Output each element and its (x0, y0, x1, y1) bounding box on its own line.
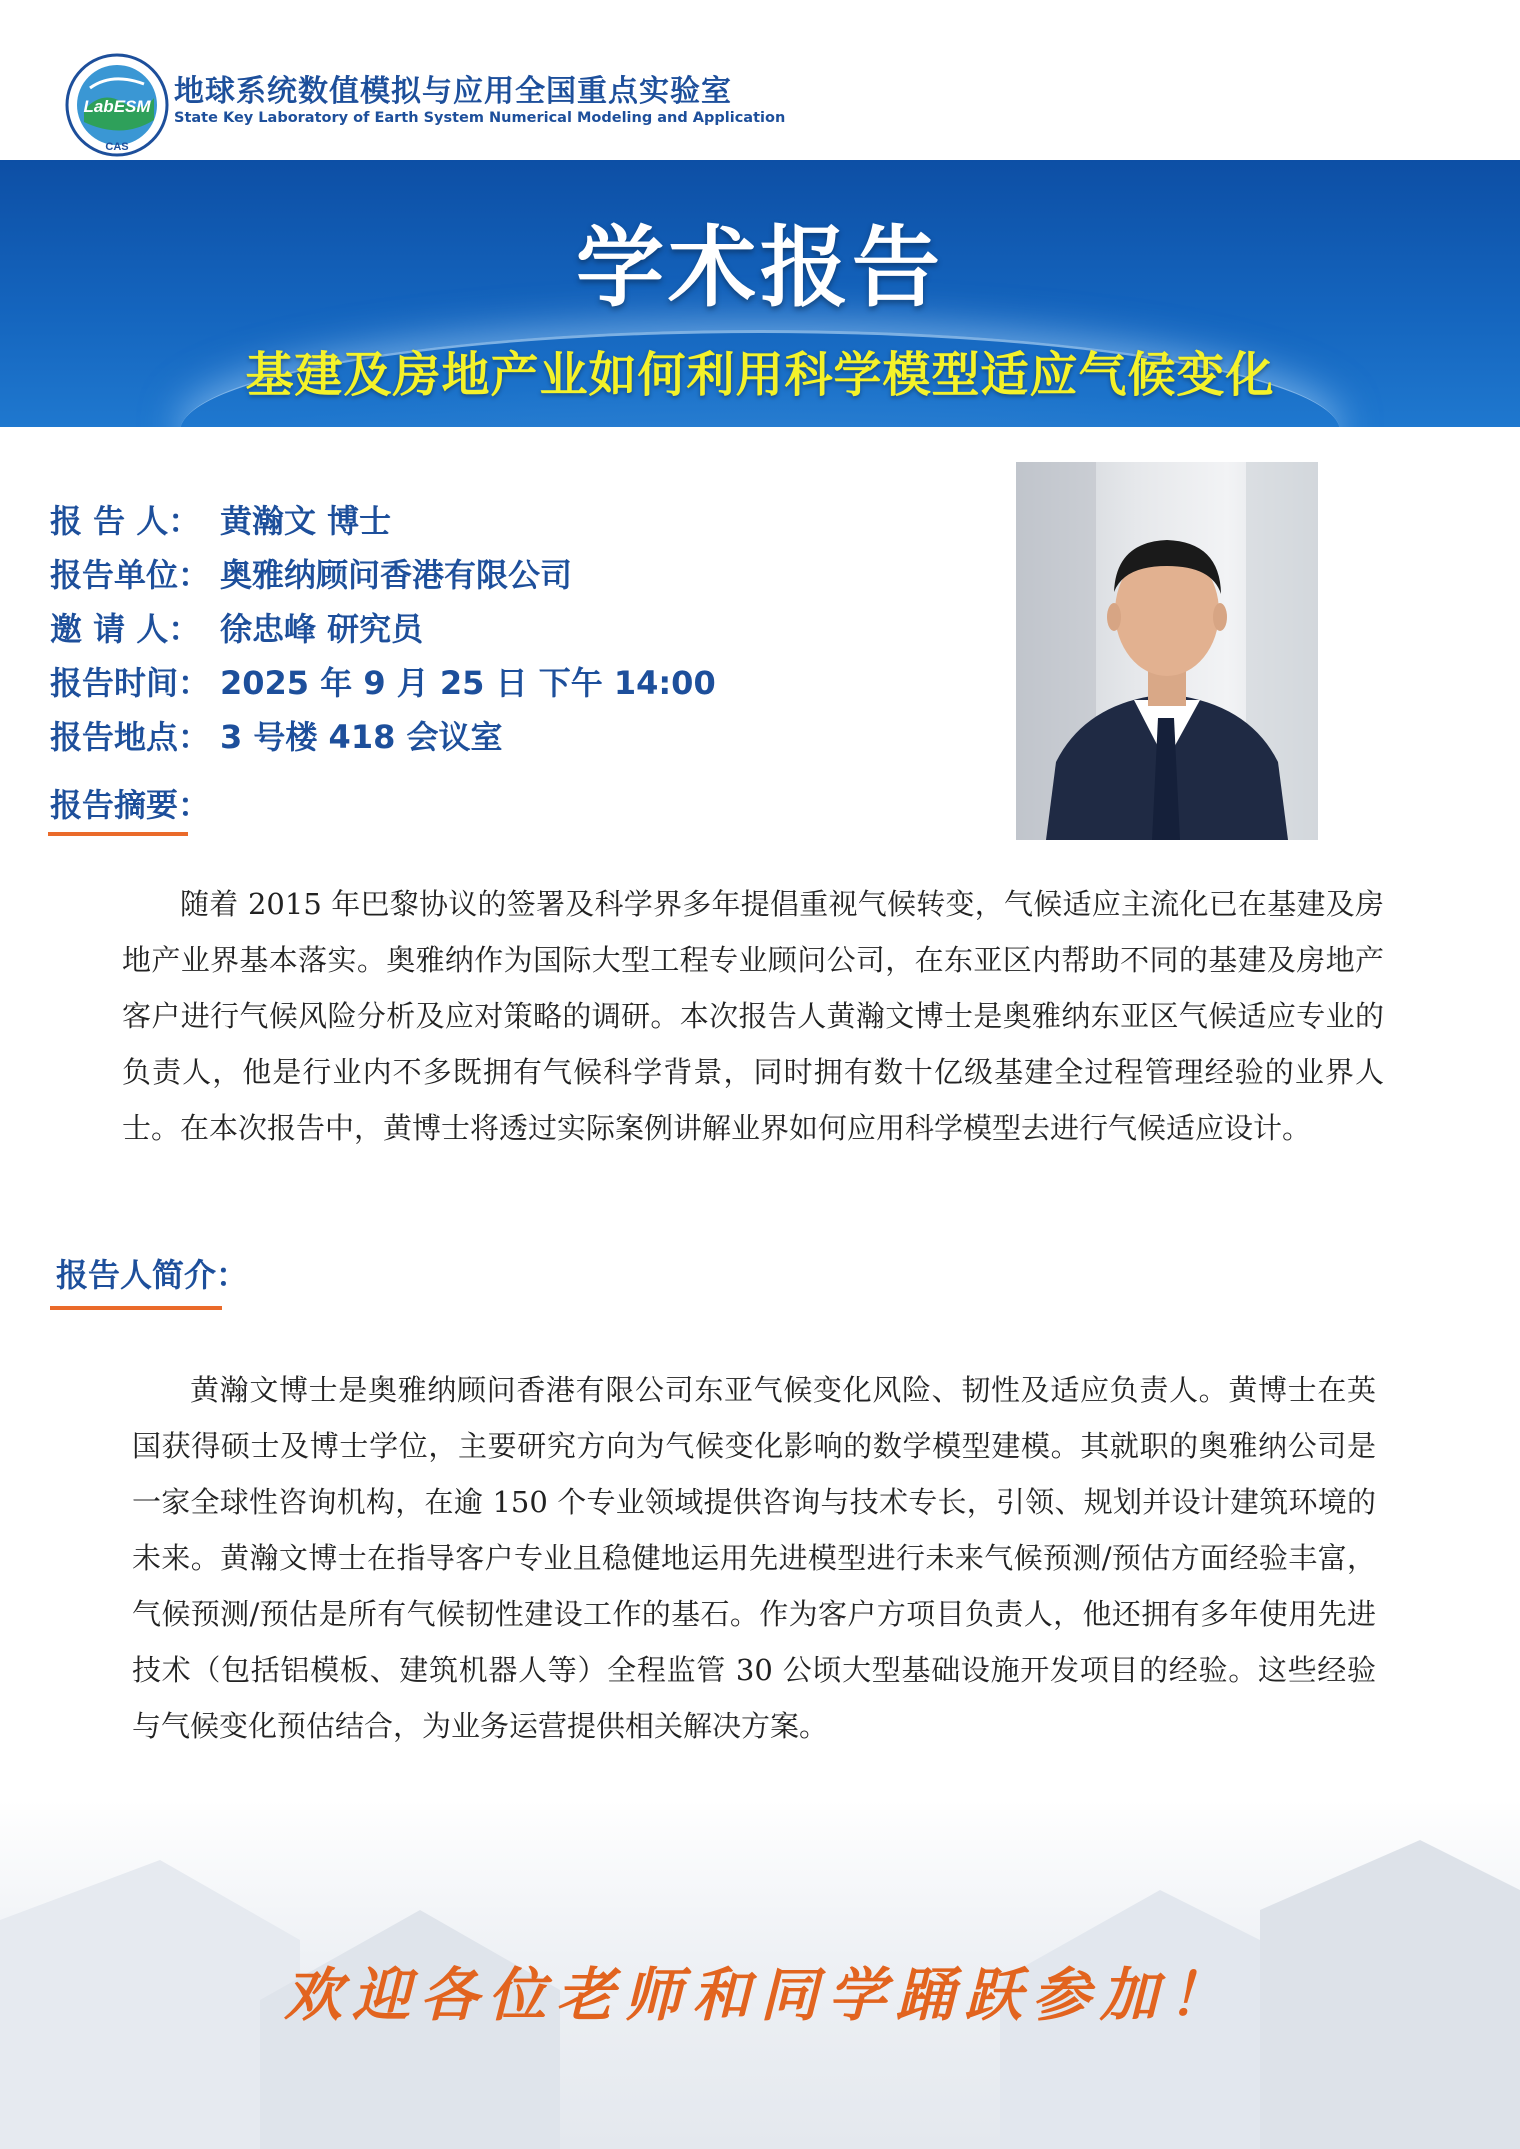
lab-header (62, 50, 786, 160)
info-label: 报告地点： (50, 718, 211, 756)
info-label: 邀 请 人： (50, 610, 201, 648)
bio-heading-underline (50, 1306, 222, 1310)
report-subtitle: 基建及房地产业如何利用科学模型适应气候变化 (245, 347, 1275, 403)
org-name-cn: 地球系统数值模拟与应用全国重点实验室 (174, 74, 732, 109)
lab-logo-icon (62, 50, 172, 160)
info-value: 2025 年 9 月 25 日 下午 14:00 (220, 664, 716, 702)
info-value: 3 号楼 418 会议室 (220, 718, 503, 756)
info-value: 徐忠峰 研究员 (220, 610, 424, 648)
welcome-message: 欢迎各位老师和同学踊跃参加！ (283, 1961, 1236, 2029)
speaker-photo (1016, 462, 1318, 840)
banner-title: 学术报告 (575, 216, 944, 319)
info-value: 奥雅纳顾问香港有限公司 (220, 556, 573, 594)
abstract-heading: 报告摘要： (50, 786, 211, 824)
bio-heading: 报告人简介： (56, 1256, 249, 1294)
info-value: 黄瀚文 博士 (220, 502, 392, 540)
info-label: 报 告 人： (50, 502, 201, 540)
info-label: 报告时间： (50, 664, 211, 702)
org-name-en: State Key Laboratory of Earth System Numerical Modeling and Application (174, 110, 786, 126)
svg-text:LabESM: LabESM (83, 97, 151, 116)
title-banner (0, 160, 1520, 427)
bio-text: 黄瀚文博士是奥雅纳顾问香港有限公司东亚气候变化风险、韧性及适应负责人。黄博士在英国获得硕士及博士学位，主要研究方向为气候变化影响的数学模型建模。其就职的奥雅纳公司是一家全球性咨询机构，在逾 150 个专业领域提供咨询与技术专长，引领、规划并设计建筑环境的未来。黄瀚文博士在指导客户专业且稳健地运用先进模型进行未来气候预测/预估方面经验丰富，气候预测/预估是所有气候韧性建设工作的基石。作为客户方项目负责人，他还拥有多年使用先进技术（包括铝模板、建筑机器人等）全程监管 30 公顷大型基础设施开发项目的经验。这些经验与气候变化预估结合，为业务运营提供相关解决方案。 (132, 1373, 1376, 1743)
svg-text:CAS: CAS (105, 141, 129, 153)
info-label: 报告单位： (50, 556, 211, 594)
abstract-heading-underline (48, 832, 188, 836)
abstract-text: 随着 2015 年巴黎协议的签署及科学界多年提倡重视气候转变，气候适应主流化已在基建及房地产业界基本落实。奥雅纳作为国际大型工程专业顾问公司，在东亚区内帮助不同的基建及房地产客户进行气候风险分析及应对策略的调研。本次报告人黄瀚文博士是奥雅纳东亚区气候适应专业的负责人，他是行业内不多既拥有气候科学背景，同时拥有数十亿级基建全过程管理经验的业界人士。在本次报告中，黄博士将透过实际案例讲解业界如何应用科学模型去进行气候适应设计。 (122, 887, 1384, 1145)
